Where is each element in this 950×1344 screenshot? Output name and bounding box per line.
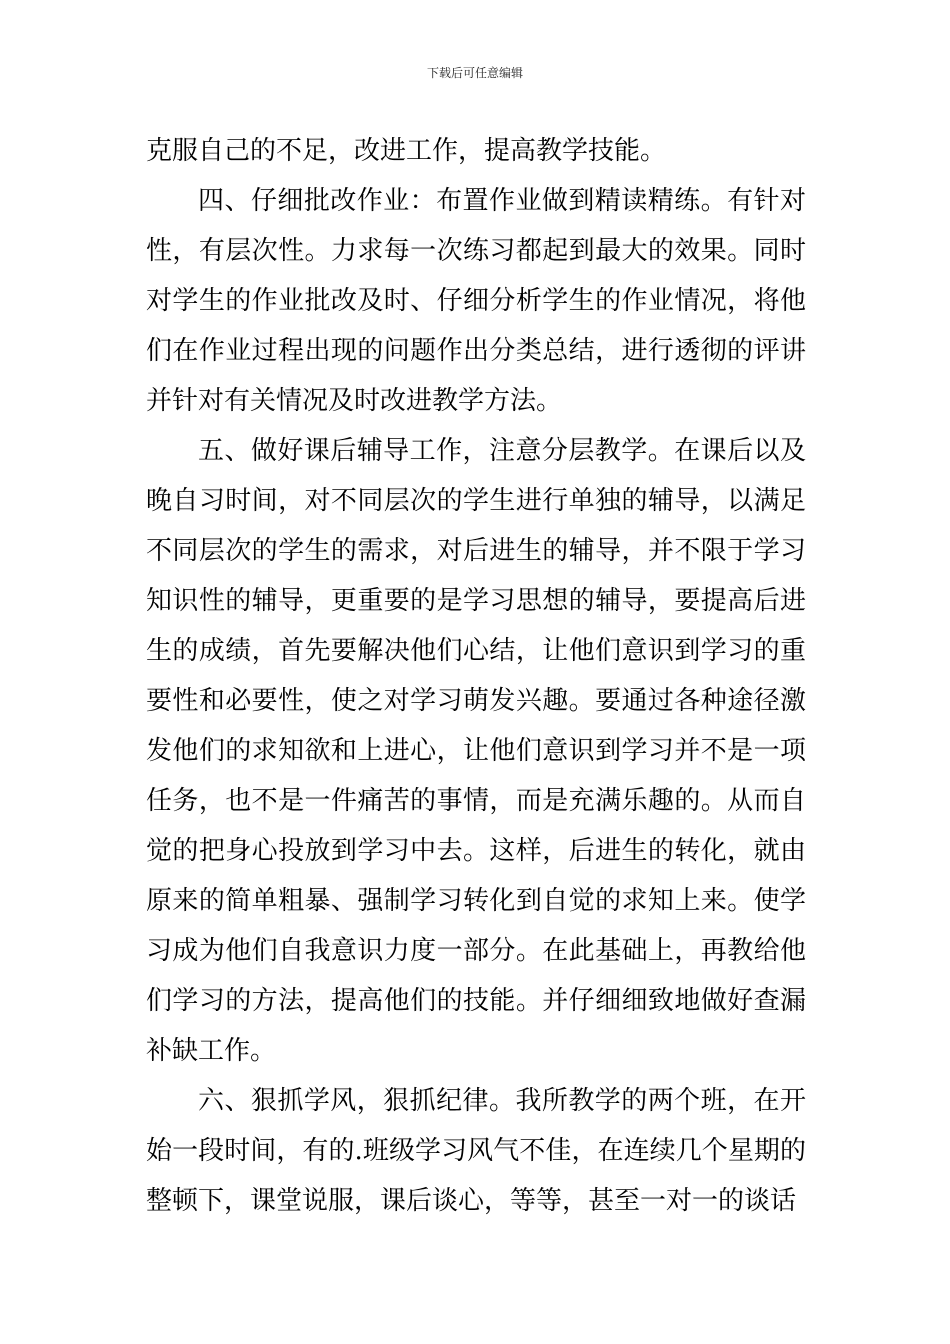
paragraph-section-six: 六、狠抓学风，狠抓纪律。我所教学的两个班，在开始一段时间，有的.班级学习风气不佳，在连续几个星期的整顿下，课堂说服，课后谈心，等等，甚至一对一的谈话 [146, 1086, 806, 1216]
paragraph-section-five: 五、做好课后辅导工作，注意分层教学。在课后以及晚自习时间，对不同层次的学生进行单独的辅导，以满足不同层次的学生的需求，对后进生的辅导，并不限于学习知识性的辅导，更重要的是学习思想的辅导，要提高后进生的成绩，首先要解决他们心结，让他们意识到学习的重要性和必要性，使之对学习萌发兴趣。要通过各种途径激发他们的求知欲和上进心，让他们意识到学习并不是一项任务，也不是一件痛苦的事情，而是充满乐趣的。从而自觉的把身心投放到学习中去。这样，后进生的转化，就由原来的简单粗暴、强制学习转化到自觉的求知上来。使学习成为他们自我意识力度一部分。在此基础上，再教给他们学习的方法，提高他们的技能。并仔细细致地做好查漏补缺工作。 [146, 436, 806, 1066]
paragraph-continuation: 克服自己的不足，改进工作，提高教学技能。 [146, 136, 667, 166]
paragraph-section-four: 四、仔细批改作业：布置作业做到精读精练。有针对性，有层次性。力求每一次练习都起到最大的效果。同时对学生的作业批改及时、仔细分析学生的作业情况，将他们在作业过程出现的问题作出分类总结，进行透彻的评讲并针对有关情况及时改进教学方法。 [146, 186, 806, 416]
document-body [146, 126, 806, 1226]
page-header: 下载后可任意编辑 [426, 66, 523, 80]
